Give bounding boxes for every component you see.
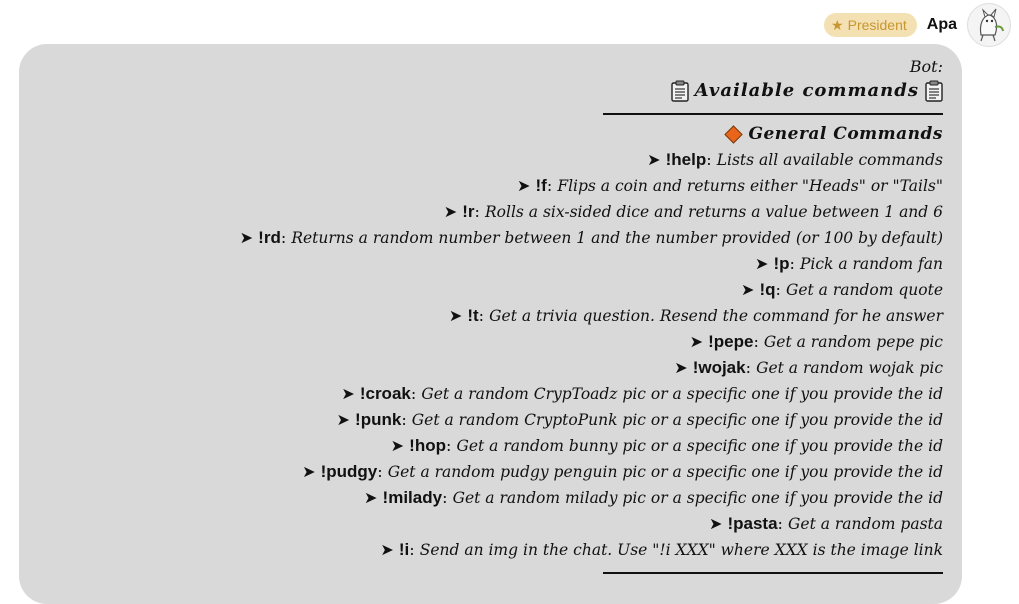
command-name: !help <box>665 150 707 169</box>
command-row <box>19 355 943 381</box>
command-name: !r <box>462 202 475 221</box>
avatar-illustration-icon <box>969 5 1009 45</box>
command-separator: : <box>401 410 412 429</box>
command-name: !wojak <box>692 358 746 377</box>
command-row <box>19 511 943 537</box>
divider <box>603 572 943 574</box>
arrowhead-icon: ➤ <box>390 436 410 455</box>
command-separator: : <box>789 254 800 273</box>
command-separator: : <box>377 462 388 481</box>
command-row <box>19 459 943 485</box>
command-row <box>19 381 943 407</box>
section-title <box>19 121 943 147</box>
command-separator: : <box>777 514 789 533</box>
command-row <box>19 537 943 563</box>
command-description: Send an img in the chat. Use "!i XXX" where XXX is the image link <box>419 541 943 559</box>
role-badge <box>824 13 917 37</box>
command-description: Get a random bunny pic or a specific one if you provide the id <box>456 437 943 455</box>
command-name: !q <box>759 280 776 299</box>
command-name: !pepe <box>708 332 754 351</box>
message-title-text: Available commands <box>694 80 919 101</box>
command-row <box>19 173 943 199</box>
command-description: Get a random CrypToadz pic or a specific one if you provide the id <box>421 385 943 403</box>
clipboard-icon <box>925 80 943 102</box>
command-row <box>19 147 943 173</box>
star-icon: ★ <box>831 17 844 33</box>
divider <box>603 113 943 115</box>
command-separator: : <box>442 488 453 507</box>
command-separator: : <box>478 306 490 325</box>
command-separator: : <box>775 280 786 299</box>
role-badge-label: President <box>847 17 907 33</box>
command-name: !t <box>467 306 479 325</box>
command-description: Rolls a six-sided dice and returns a value between 1 and 6 <box>484 203 943 221</box>
message-title <box>19 78 943 104</box>
command-description: Get a trivia question. Resend the command for he answer <box>489 307 943 325</box>
command-name: !milady <box>382 488 443 507</box>
arrowhead-icon: ➤ <box>689 332 709 351</box>
command-name: !f <box>535 176 547 195</box>
chat-header <box>824 6 1019 44</box>
command-separator: : <box>474 202 485 221</box>
arrowhead-icon: ➤ <box>740 280 760 299</box>
command-row <box>19 485 943 511</box>
avatar[interactable] <box>967 3 1011 47</box>
arrowhead-icon: ➤ <box>341 384 360 403</box>
arrowhead-icon: ➤ <box>647 150 666 169</box>
command-row <box>19 329 943 355</box>
command-name: !punk <box>355 410 402 429</box>
command-separator: : <box>409 540 420 559</box>
arrowhead-icon: ➤ <box>448 306 468 325</box>
arrowhead-icon: ➤ <box>674 358 693 377</box>
command-row <box>19 251 943 277</box>
command-name: !pasta <box>727 514 778 533</box>
command-description: Get a random pasta <box>788 515 943 533</box>
message-sender: Bot: <box>909 57 943 76</box>
command-description: Get a random quote <box>785 281 943 299</box>
arrowhead-icon: ➤ <box>380 540 399 559</box>
command-description: Returns a random number between 1 and the number provided (or 100 by default) <box>291 229 943 247</box>
bot-message-bubble <box>19 44 962 604</box>
command-description: Get a random wojak pic <box>756 359 943 377</box>
arrowhead-icon: ➤ <box>708 514 728 533</box>
command-name: !pudgy <box>320 462 378 481</box>
command-description: Get a random milady pic or a specific one if you provide the id <box>452 489 943 507</box>
arrowhead-icon: ➤ <box>443 202 463 221</box>
arrowhead-icon: ➤ <box>336 410 356 429</box>
command-row <box>19 303 943 329</box>
username[interactable]: Apa <box>926 16 957 33</box>
command-name: !rd <box>258 228 281 247</box>
arrowhead-icon: ➤ <box>517 176 536 195</box>
command-list <box>19 147 943 563</box>
command-separator: : <box>280 228 292 247</box>
orange-diamond-icon <box>725 125 743 143</box>
arrowhead-icon: ➤ <box>754 254 774 273</box>
command-separator: : <box>706 150 717 169</box>
clipboard-icon <box>671 80 689 102</box>
command-name: !hop <box>409 436 446 455</box>
command-description: Flips a coin and returns either "Heads" or "Tails" <box>557 177 943 195</box>
command-name: !croak <box>359 384 411 403</box>
command-name: !i <box>398 540 410 559</box>
arrowhead-icon: ➤ <box>364 488 383 507</box>
command-row <box>19 277 943 303</box>
command-description: Get a random pudgy penguin pic or a specific one if you provide the id <box>387 463 943 481</box>
command-separator: : <box>445 436 457 455</box>
command-description: Lists all available commands <box>716 151 943 169</box>
command-separator: : <box>753 332 764 351</box>
command-row <box>19 199 943 225</box>
command-row <box>19 225 943 251</box>
command-row <box>19 433 943 459</box>
arrowhead-icon: ➤ <box>302 462 321 481</box>
section-title-text: General Commands <box>748 124 943 144</box>
command-row <box>19 407 943 433</box>
command-separator: : <box>546 176 558 195</box>
command-name: !p <box>773 254 790 273</box>
arrowhead-icon: ➤ <box>239 228 259 247</box>
command-separator: : <box>745 358 757 377</box>
command-description: Get a random pepe pic <box>763 333 943 351</box>
command-description: Get a random CryptoPunk pic or a specific one if you provide the id <box>411 411 943 429</box>
command-description: Pick a random fan <box>799 255 943 273</box>
command-separator: : <box>410 384 422 403</box>
